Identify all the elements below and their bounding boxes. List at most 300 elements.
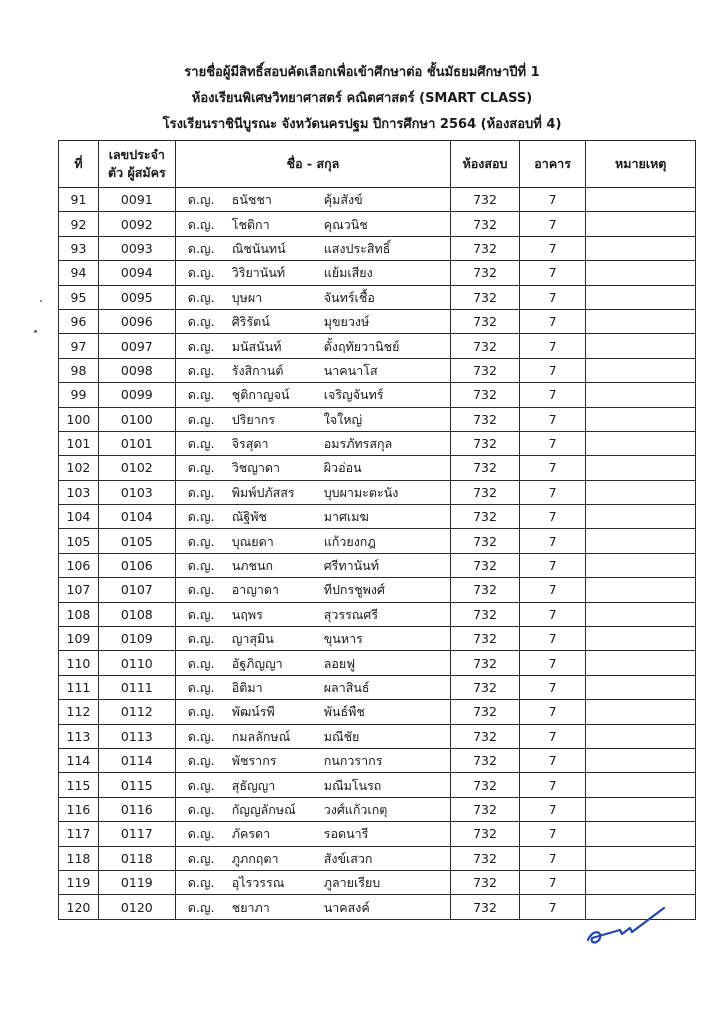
- last-name: ผลาสินธ์: [323, 680, 370, 695]
- row-room: 732: [451, 188, 520, 212]
- last-name: บุบผามะตะนัง: [323, 484, 399, 500]
- col-room: ห้องสอบ: [451, 141, 520, 188]
- row-name: [175, 700, 450, 724]
- first-name: อัฐภิญญา: [231, 655, 283, 671]
- row-name: [175, 261, 450, 285]
- table-row: [59, 748, 696, 772]
- row-note: [586, 407, 696, 431]
- row-building: 7: [519, 870, 586, 894]
- row-app-id: 0119: [98, 870, 175, 894]
- table-row: [59, 188, 696, 212]
- row-note: [586, 456, 696, 480]
- row-note: [586, 431, 696, 455]
- row-app-id: 0116: [98, 797, 175, 821]
- last-name: ผิวอ่อน: [323, 460, 362, 476]
- name-title: ด.ญ.: [187, 460, 215, 476]
- row-room: 732: [451, 700, 520, 724]
- row-room: 732: [451, 748, 520, 772]
- row-building: 7: [519, 553, 586, 577]
- scan-speck: [40, 300, 42, 302]
- row-room: 732: [451, 529, 520, 553]
- row-room: 732: [451, 797, 520, 821]
- first-name: อาญาดา: [231, 582, 280, 598]
- first-name: ชยาภา: [231, 899, 270, 915]
- name-title: ด.ญ.: [187, 289, 215, 305]
- candidate-table: [58, 140, 696, 920]
- row-note: [586, 309, 696, 333]
- row-no: 108: [59, 602, 99, 626]
- row-app-id: 0113: [98, 724, 175, 748]
- row-note: [586, 773, 696, 797]
- last-name: มุขยวงษ์: [323, 314, 370, 330]
- first-name: กัญญลักษณ์: [231, 801, 296, 817]
- table-row: [59, 627, 696, 651]
- row-name: [175, 724, 450, 748]
- row-no: 102: [59, 456, 99, 480]
- row-room: 732: [451, 675, 520, 699]
- row-app-id: 0120: [98, 895, 175, 919]
- name-title: ด.ญ.: [187, 240, 215, 256]
- name-title: ด.ญ.: [187, 753, 215, 769]
- row-name: [175, 578, 450, 602]
- row-no: 116: [59, 797, 99, 821]
- row-app-id: 0102: [98, 456, 175, 480]
- first-name: พิมพ์ปภัสสร: [231, 484, 295, 500]
- row-note: [586, 553, 696, 577]
- name-title: ด.ญ.: [187, 631, 215, 647]
- table-row: [59, 675, 696, 699]
- row-no: 107: [59, 578, 99, 602]
- row-room: 732: [451, 456, 520, 480]
- last-name: ภูลายเรียบ: [323, 875, 381, 891]
- row-building: 7: [519, 309, 586, 333]
- row-no: 104: [59, 505, 99, 529]
- row-app-id: 0109: [98, 627, 175, 651]
- first-name: นฤพร: [231, 606, 263, 622]
- last-name: มณีมโนรถ: [323, 777, 382, 793]
- row-room: 732: [451, 627, 520, 651]
- row-name: [175, 212, 450, 236]
- row-app-id: 0100: [98, 407, 175, 431]
- row-room: 732: [451, 724, 520, 748]
- row-room: 732: [451, 822, 520, 846]
- name-title: ด.ญ.: [187, 899, 215, 915]
- last-name: ตั้งฤทัยวานิชย์: [323, 338, 400, 354]
- last-name: วงศ์แก้วเกตุ: [323, 801, 388, 817]
- row-name: [175, 334, 450, 358]
- first-name: นภชนก: [231, 558, 274, 574]
- row-no: 95: [59, 285, 99, 309]
- col-note: หมายเหตุ: [586, 141, 696, 188]
- row-building: 7: [519, 383, 586, 407]
- row-room: 732: [451, 431, 520, 455]
- row-app-id: 0099: [98, 383, 175, 407]
- row-no: 115: [59, 773, 99, 797]
- row-building: 7: [519, 261, 586, 285]
- row-note: [586, 480, 696, 504]
- name-title: ด.ญ.: [187, 606, 215, 622]
- row-note: [586, 748, 696, 772]
- row-app-id: 0105: [98, 529, 175, 553]
- row-building: 7: [519, 529, 586, 553]
- row-no: 117: [59, 822, 99, 846]
- row-note: [586, 261, 696, 285]
- last-name: นาคนาโส: [323, 362, 378, 378]
- row-app-id: 0107: [98, 578, 175, 602]
- row-building: 7: [519, 236, 586, 260]
- row-building: 7: [519, 456, 586, 480]
- name-title: ด.ญ.: [187, 265, 215, 281]
- row-note: [586, 578, 696, 602]
- table-row: [59, 383, 696, 407]
- row-note: [586, 627, 696, 651]
- first-name: ธนัชชา: [231, 192, 272, 208]
- row-room: 732: [451, 602, 520, 626]
- row-building: 7: [519, 748, 586, 772]
- row-app-id: 0106: [98, 553, 175, 577]
- table-row: [59, 309, 696, 333]
- row-name: [175, 602, 450, 626]
- name-title: ด.ญ.: [187, 509, 215, 525]
- last-name: สุวรรณศรี: [323, 606, 379, 622]
- row-name: [175, 773, 450, 797]
- first-name: จิรสุดา: [231, 436, 269, 452]
- row-room: 732: [451, 895, 520, 919]
- first-name: ชุติกาญจน์: [231, 387, 290, 403]
- row-no: 101: [59, 431, 99, 455]
- document-header: [0, 60, 724, 138]
- last-name: อมรภัทรสกุล: [323, 436, 393, 452]
- row-building: 7: [519, 846, 586, 870]
- first-name: ศิริรัตน์: [231, 314, 270, 330]
- row-building: 7: [519, 578, 586, 602]
- row-app-id: 0104: [98, 505, 175, 529]
- col-app-id: [98, 141, 175, 188]
- scan-speck: [34, 330, 37, 333]
- row-building: 7: [519, 358, 586, 382]
- table-row: [59, 870, 696, 894]
- row-name: [175, 505, 450, 529]
- first-name: สุธัญญา: [231, 777, 276, 793]
- row-name: [175, 358, 450, 382]
- table-row: [59, 236, 696, 260]
- col-no: ที่: [59, 141, 99, 188]
- row-building: 7: [519, 627, 586, 651]
- row-note: [586, 505, 696, 529]
- name-title: ด.ญ.: [187, 533, 215, 549]
- row-name: [175, 822, 450, 846]
- row-no: 92: [59, 212, 99, 236]
- row-no: 119: [59, 870, 99, 894]
- row-note: [586, 822, 696, 846]
- name-title: ด.ญ.: [187, 484, 215, 500]
- name-title: ด.ญ.: [187, 801, 215, 817]
- name-title: ด.ญ.: [187, 387, 215, 403]
- table-row: [59, 578, 696, 602]
- row-app-id: 0091: [98, 188, 175, 212]
- row-note: [586, 358, 696, 382]
- first-name: วิชญาดา: [231, 460, 281, 476]
- last-name: นาคสงค์: [323, 899, 370, 915]
- row-building: 7: [519, 773, 586, 797]
- row-note: [586, 236, 696, 260]
- last-name: แย้มเสียง: [323, 265, 373, 281]
- first-name: วิริยานันท์: [231, 265, 286, 281]
- row-note: [586, 846, 696, 870]
- row-app-id: 0114: [98, 748, 175, 772]
- row-room: 732: [451, 407, 520, 431]
- table-row: [59, 651, 696, 675]
- row-name: [175, 309, 450, 333]
- header-school: โรงเรียนราชินีบูรณะ จังหวัดนครปฐม ปีการศึกษา 2564 (ห้องสอบที่ 4): [162, 117, 562, 132]
- row-room: 732: [451, 651, 520, 675]
- row-building: 7: [519, 724, 586, 748]
- table-row: [59, 431, 696, 455]
- last-name: เจริญจันทร์: [323, 387, 384, 403]
- name-title: ด.ญ.: [187, 680, 215, 695]
- name-title: ด.ญ.: [187, 216, 215, 232]
- last-name: ขุนหาร: [323, 631, 363, 647]
- row-room: 732: [451, 261, 520, 285]
- row-app-id: 0095: [98, 285, 175, 309]
- header-title: รายชื่อผู้มีสิทธิ์สอบคัดเลือกเพื่อเข้าศึกษาต่อ ชั้นมัธยมศึกษาปีที่ 1: [184, 65, 540, 80]
- name-title: ด.ญ.: [187, 655, 215, 671]
- name-title: ด.ญ.: [187, 362, 215, 378]
- row-app-id: 0094: [98, 261, 175, 285]
- row-name: [175, 529, 450, 553]
- row-name: [175, 456, 450, 480]
- table-row: [59, 553, 696, 577]
- row-app-id: 0098: [98, 358, 175, 382]
- first-name: ณิชนันทน์: [231, 240, 286, 256]
- row-building: 7: [519, 480, 586, 504]
- row-note: [586, 700, 696, 724]
- last-name: สังข์เสวก: [323, 850, 373, 866]
- row-building: 7: [519, 651, 586, 675]
- table-row: [59, 261, 696, 285]
- last-name: ใจใหญ่: [323, 411, 363, 427]
- row-no: 96: [59, 309, 99, 333]
- name-title: ด.ญ.: [187, 826, 215, 842]
- row-room: 732: [451, 870, 520, 894]
- row-building: 7: [519, 700, 586, 724]
- first-name: รังสิกานต์: [231, 362, 284, 378]
- row-building: 7: [519, 407, 586, 431]
- name-title: ด.ญ.: [187, 582, 215, 598]
- row-note: [586, 188, 696, 212]
- header-program: ห้องเรียนพิเศษวิทยาศาสตร์ คณิตศาสตร์ (SMART CLASS): [191, 91, 533, 106]
- row-room: 732: [451, 358, 520, 382]
- table-row: [59, 846, 696, 870]
- row-no: 114: [59, 748, 99, 772]
- row-app-id: 0112: [98, 700, 175, 724]
- first-name: ญาสุมิน: [231, 631, 274, 647]
- name-title: ด.ญ.: [187, 850, 215, 866]
- last-name: แก้วยงกฎ: [323, 533, 376, 549]
- row-note: [586, 212, 696, 236]
- row-room: 732: [451, 553, 520, 577]
- row-room: 732: [451, 309, 520, 333]
- row-building: 7: [519, 431, 586, 455]
- last-name: คุณวนิช: [323, 216, 368, 232]
- col-name: ชื่อ - สกุล: [175, 141, 450, 188]
- first-name: ภัครดา: [231, 826, 271, 842]
- table-row: [59, 797, 696, 821]
- first-name: บุษผา: [231, 289, 263, 305]
- row-app-id: 0118: [98, 846, 175, 870]
- last-name: แสงประสิทธิ์: [323, 240, 391, 256]
- name-title: ด.ญ.: [187, 338, 215, 354]
- last-name: ทีปกรชูพงศ์: [323, 582, 385, 598]
- first-name: ภูภกฤตา: [231, 850, 279, 866]
- row-name: [175, 675, 450, 699]
- last-name: จันทร์เชื้อ: [323, 289, 375, 305]
- first-name: ณัฐิพัช: [231, 509, 267, 525]
- first-name: มนัสนันท์: [231, 338, 282, 354]
- row-name: [175, 870, 450, 894]
- row-building: 7: [519, 797, 586, 821]
- row-no: 106: [59, 553, 99, 577]
- row-name: [175, 285, 450, 309]
- row-note: [586, 724, 696, 748]
- row-name: [175, 748, 450, 772]
- row-name: [175, 236, 450, 260]
- row-no: 105: [59, 529, 99, 553]
- row-no: 118: [59, 846, 99, 870]
- last-name: กนกวรากร: [323, 753, 383, 769]
- table-row: [59, 773, 696, 797]
- row-building: 7: [519, 505, 586, 529]
- table-body: [59, 188, 696, 920]
- row-app-id: 0092: [98, 212, 175, 236]
- signature: [580, 900, 670, 950]
- row-app-id: 0110: [98, 651, 175, 675]
- table-row: [59, 724, 696, 748]
- row-building: 7: [519, 602, 586, 626]
- row-no: 113: [59, 724, 99, 748]
- header-row: [59, 141, 696, 188]
- row-no: 112: [59, 700, 99, 724]
- col-app-id-label: เลขประจำตัว ผู้สมัคร: [107, 147, 166, 180]
- row-name: [175, 553, 450, 577]
- last-name: ลอยฟู: [323, 655, 356, 671]
- row-room: 732: [451, 505, 520, 529]
- row-no: 97: [59, 334, 99, 358]
- table-row: [59, 456, 696, 480]
- row-name: [175, 846, 450, 870]
- row-no: 109: [59, 627, 99, 651]
- first-name: อุไรวรรณ: [231, 875, 285, 891]
- row-note: [586, 334, 696, 358]
- name-title: ด.ญ.: [187, 436, 215, 452]
- first-name: โชติกา: [231, 216, 270, 232]
- first-name: ปริยากร: [231, 411, 276, 427]
- row-room: 732: [451, 846, 520, 870]
- table-row: [59, 505, 696, 529]
- table-row: [59, 212, 696, 236]
- row-app-id: 0111: [98, 675, 175, 699]
- name-title: ด.ญ.: [187, 875, 215, 891]
- row-no: 98: [59, 358, 99, 382]
- last-name: มาศเมฆ: [323, 509, 369, 525]
- row-building: 7: [519, 285, 586, 309]
- row-name: [175, 431, 450, 455]
- row-room: 732: [451, 285, 520, 309]
- name-title: ด.ญ.: [187, 192, 215, 208]
- row-name: [175, 651, 450, 675]
- row-no: 93: [59, 236, 99, 260]
- row-app-id: 0103: [98, 480, 175, 504]
- table-row: [59, 529, 696, 553]
- row-app-id: 0101: [98, 431, 175, 455]
- row-room: 732: [451, 236, 520, 260]
- table-row: [59, 700, 696, 724]
- row-note: [586, 870, 696, 894]
- row-app-id: 0108: [98, 602, 175, 626]
- name-title: ด.ญ.: [187, 777, 215, 793]
- table-row: [59, 480, 696, 504]
- row-app-id: 0096: [98, 309, 175, 333]
- row-name: [175, 480, 450, 504]
- row-note: [586, 602, 696, 626]
- row-no: 120: [59, 895, 99, 919]
- row-app-id: 0097: [98, 334, 175, 358]
- row-building: 7: [519, 212, 586, 236]
- row-building: 7: [519, 334, 586, 358]
- row-name: [175, 188, 450, 212]
- table-row: [59, 602, 696, 626]
- name-title: ด.ญ.: [187, 558, 215, 574]
- first-name: อิติมา: [231, 680, 263, 695]
- row-name: [175, 627, 450, 651]
- row-building: 7: [519, 822, 586, 846]
- last-name: คุ้มสังข์: [323, 192, 363, 208]
- row-no: 91: [59, 188, 99, 212]
- row-room: 732: [451, 773, 520, 797]
- last-name: พันธ์พืช: [323, 704, 365, 720]
- name-title: ด.ญ.: [187, 411, 215, 427]
- row-note: [586, 797, 696, 821]
- row-note: [586, 651, 696, 675]
- row-room: 732: [451, 334, 520, 358]
- table-row: [59, 334, 696, 358]
- last-name: มณีชัย: [323, 728, 360, 744]
- row-name: [175, 407, 450, 431]
- table-header: [59, 141, 696, 188]
- last-name: รอดนารี: [323, 826, 369, 842]
- row-no: 100: [59, 407, 99, 431]
- row-note: [586, 383, 696, 407]
- name-title: ด.ญ.: [187, 704, 215, 720]
- row-app-id: 0093: [98, 236, 175, 260]
- name-title: ด.ญ.: [187, 314, 215, 330]
- row-building: 7: [519, 895, 586, 919]
- table-row: [59, 407, 696, 431]
- row-no: 111: [59, 675, 99, 699]
- row-room: 732: [451, 578, 520, 602]
- row-note: [586, 529, 696, 553]
- row-no: 99: [59, 383, 99, 407]
- table-row: [59, 358, 696, 382]
- first-name: พัชรากร: [231, 753, 277, 769]
- first-name: พัฒน์รพี: [231, 704, 275, 720]
- row-name: [175, 797, 450, 821]
- last-name: ศรีทานันท์: [323, 558, 379, 574]
- row-app-id: 0115: [98, 773, 175, 797]
- row-no: 103: [59, 480, 99, 504]
- row-name: [175, 383, 450, 407]
- col-building: อาคาร: [519, 141, 586, 188]
